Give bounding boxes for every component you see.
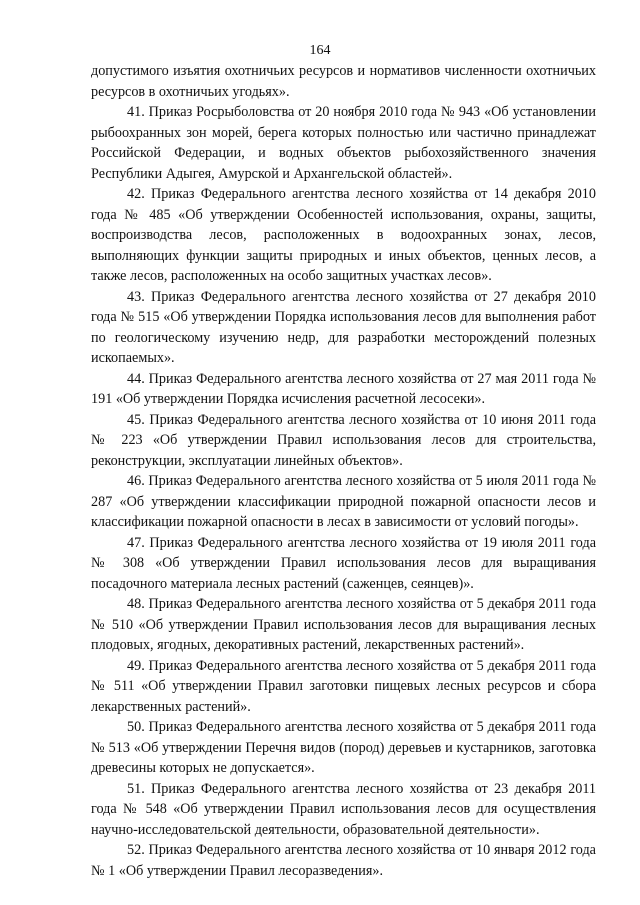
list-item-48: 48. Приказ Федерального агентства лесного хозяйства от 5 декабря 2011 года № 510 «Об утверждении Правил использования лесов для выращивания лесных плодовых, ягодных, декоративных растений, лекарственных растений». xyxy=(91,596,596,653)
list-item-49: 49. Приказ Федерального агентства лесного хозяйства от 5 декабря 2011 года № 511 «Об утверждении Правил заготовки пищевых лесных ресурсов и сбора лекарственных растений». xyxy=(91,657,596,715)
list-item-46: 46. Приказ Федерального агентства лесного хозяйства от 5 июля 2011 года № 287 «Об утверждении классификации природной пожарной опасности лесов и классификации пожарной опасности в лесах в зависимости от условий погоды». xyxy=(91,473,596,530)
list-item-51: 51. Приказ Федерального агентства лесного хозяйства от 23 декабря 2011 года № 548 «Об утверждении Правил использования лесов для осуществления научно-исследовательской деятельности, образовательной деятельности». xyxy=(91,780,596,838)
list-item-44: 44. Приказ Федерального агентства лесного хозяйства от 27 мая 2011 года № 191 «Об утверждении Порядка исчисления расчетной лесосеки». xyxy=(91,370,596,407)
list-item-42: 42. Приказ Федерального агентства лесного хозяйства от 14 декабря 2010 года № 485 «Об утверждении Особенностей использования, охраны, защиты, воспроизводства лесов, расположенных в водоохранных зонах, лесов, выполняющих функции защиты природных и иных объектов, ценных лесов, а также лесов, расположенных на особо защитных участках лесов». xyxy=(91,186,596,284)
paragraph-continuation: допустимого изъятия охотничьих ресурсов и нормативов численности охотничьих ресурсов в охотничьих угодьях». xyxy=(91,63,596,100)
list-item-45: 45. Приказ Федерального агентства лесного хозяйства от 10 июня 2011 года № 223 «Об утверждении Правил использования лесов для строительства, реконструкции, эксплуатации линейных объектов». xyxy=(91,411,596,469)
list-item-43: 43. Приказ Федерального агентства лесного хозяйства от 27 декабря 2010 года № 515 «Об утверждении Порядка использования лесов для выполнения работ по геологическому изучению недр, для разработки месторождений полезных ископаемых». xyxy=(91,288,596,366)
list-item-41: 41. Приказ Росрыболовства от 20 ноября 2010 года № 943 «Об установлении рыбоохранных зон морей, берега которых полностью или частично принадлежат Российской Федерации, и водных объектов рыбохозяйственного значения Республики Адыгея, Амурской и Архангельской областей». xyxy=(91,104,596,182)
page-number: 164 xyxy=(309,43,331,58)
document-body xyxy=(91,61,596,881)
list-item-50: 50. Приказ Федерального агентства лесного хозяйства от 5 декабря 2011 года № 513 «Об утверждении Перечня видов (пород) деревьев и кустарников, заготовка древесины которых не допускается». xyxy=(91,719,596,776)
list-item-47: 47. Приказ Федерального агентства лесного хозяйства от 19 июля 2011 года № 308 «Об утверждении Правил использования лесов для выращивания посадочного материала лесных растений (саженцев, сеянцев)». xyxy=(91,534,596,592)
list-item-52: 52. Приказ Федерального агентства лесного хозяйства от 10 января 2012 года № 1 «Об утверждении Правил лесоразведения». xyxy=(91,842,596,879)
